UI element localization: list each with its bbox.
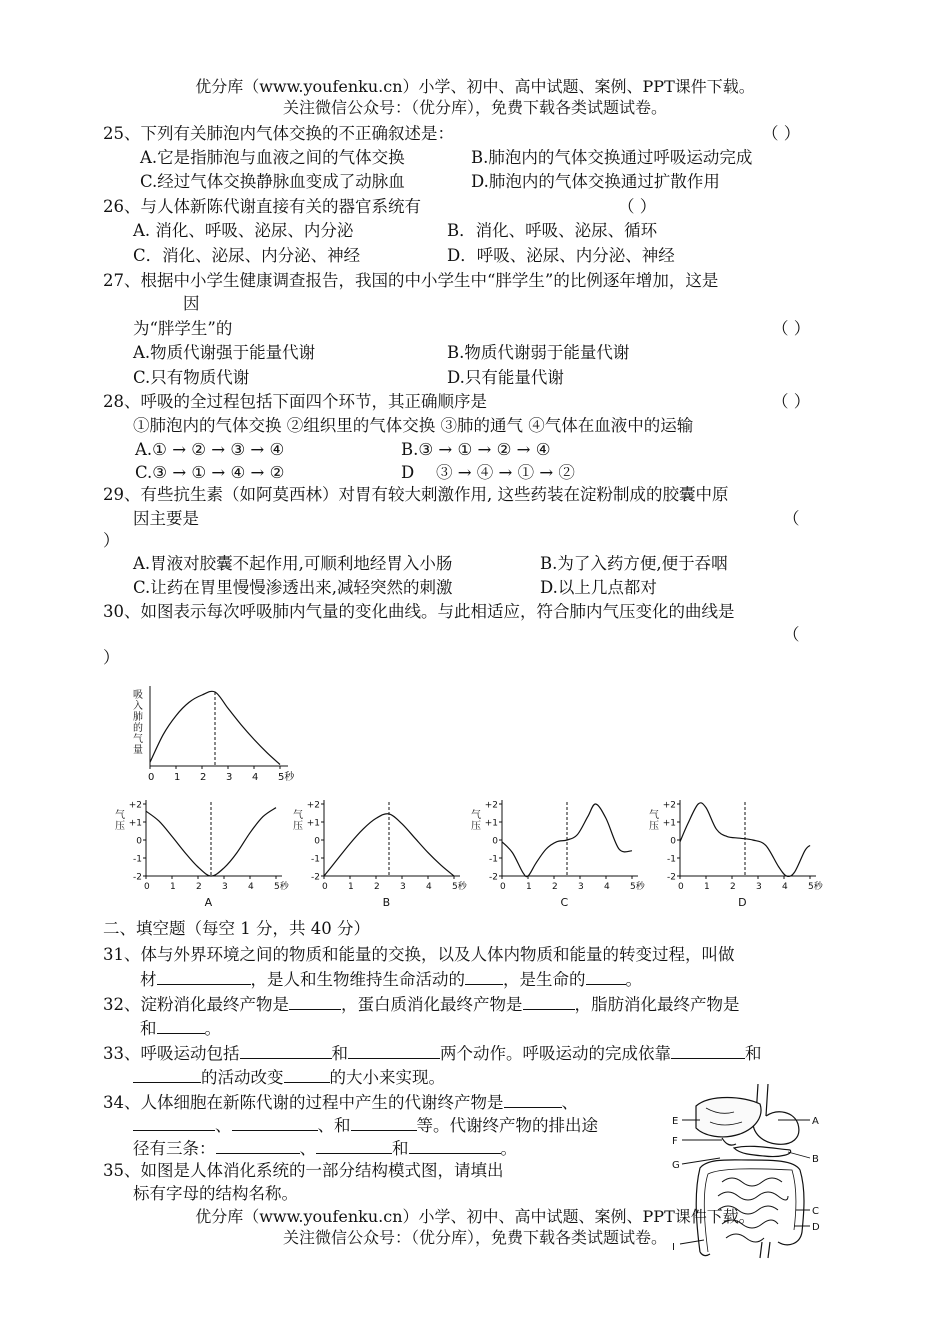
y-tick-label: +2 xyxy=(128,800,142,811)
q27-stem: 27、根据中小学生健康调查报告，我国的中小学生中“胖学生”的比例逐年增加，这是 xyxy=(103,271,719,290)
q29-option-d[interactable]: D.以上几点都对 xyxy=(540,578,657,597)
x-tick-label: 3 xyxy=(400,882,406,892)
q32-part-2: ，蛋白质消化最终产物是 xyxy=(341,995,523,1014)
q30-paren-open[interactable]: （ xyxy=(783,625,800,644)
liver-shape xyxy=(696,1098,761,1137)
q34-line-3 xyxy=(133,1137,517,1160)
chart-label-c: C xyxy=(560,896,569,909)
q32-part-3: ，脂肪消化最终产物是 xyxy=(574,995,740,1014)
y-tick-label: -2 xyxy=(667,872,676,883)
q34-part-6: 径有三条： xyxy=(133,1139,216,1158)
x-tick-label: 1 xyxy=(526,882,532,892)
y-tick-label: +1 xyxy=(306,818,320,829)
q33-line-1 xyxy=(103,1042,762,1065)
q28-option-d[interactable]: D ③ → ④ → ① → ② xyxy=(401,463,575,482)
x-tick-label: 2 xyxy=(730,882,736,892)
x-tick-label: 3 xyxy=(756,882,762,892)
q32-part-4: 和 xyxy=(140,1019,157,1038)
footer-line-1: 优分库（www.youfenku.cn）小学、初中、高中试题、案例、PPT课件下载。 xyxy=(195,1207,755,1226)
x-tick-label: 2 xyxy=(196,882,202,892)
q34-line-1 xyxy=(103,1091,578,1114)
q33-part-5: 的活动改变 xyxy=(201,1068,284,1087)
q29-option-a[interactable]: A.胃液对胶囊不起作用,可顺利地经胃入小肠 xyxy=(133,554,453,573)
x-tick-label: 3 xyxy=(226,772,233,783)
x-tick-label: 4 xyxy=(604,882,610,892)
header-line-2: 关注微信公众号：（优分库），免费下载各类试题试卷。 xyxy=(282,98,667,117)
q30-stem: 30、如图表示每次呼吸肺内气量的变化曲线。与此相适应，符合肺内气压变化的曲线是 xyxy=(103,602,735,621)
q28-option-a[interactable]: A.① → ② → ③ → ④ xyxy=(135,440,285,459)
q26-option-b[interactable]: B．消化、呼吸、泌尿、循环 xyxy=(447,221,658,240)
q31-line-2 xyxy=(140,968,642,991)
x-tick-label: 1 xyxy=(704,882,710,892)
y-axis-label: 气压 xyxy=(293,810,303,832)
q28-answer-paren[interactable]: （ ） xyxy=(772,392,811,411)
y-axis-label: 吸入肺的气量 xyxy=(133,690,143,756)
q29-stem-2: 因主要是 xyxy=(133,509,199,528)
q34-blank-5[interactable] xyxy=(216,1137,300,1154)
x-tick-label: 4 xyxy=(248,882,254,892)
q26-answer-paren[interactable]: （ ） xyxy=(618,197,657,216)
x-tick-label: 0 xyxy=(144,882,150,892)
q27-option-b[interactable]: B.物质代谢弱于能量代谢 xyxy=(447,343,630,362)
y-tick-label: -2 xyxy=(489,872,498,883)
x-tick-label: 2 xyxy=(374,882,380,892)
q34-blank-3[interactable] xyxy=(232,1114,318,1131)
q31-part-4: 。 xyxy=(625,970,642,989)
x-tick-label: 0 xyxy=(322,882,328,892)
q25-stem: 25、下列有关肺泡内气体交换的不正确叙述是： xyxy=(103,124,454,143)
x-tick-label: 3 xyxy=(222,882,228,892)
y-tick-label: +1 xyxy=(484,818,498,829)
q31-line-1: 31、体与外界环境之间的物质和能量的交换，以及人体内物质和能量的转变过程，叫做 xyxy=(103,945,735,964)
x-tick-label: 5秒 xyxy=(452,882,467,892)
y-tick-label: 0 xyxy=(670,836,676,847)
q33-part-6: 的大小来实现。 xyxy=(329,1068,445,1087)
q34-part-3: 、 xyxy=(215,1116,232,1135)
q33-blank-4[interactable] xyxy=(133,1066,201,1083)
x-tick-label: 1 xyxy=(348,882,354,892)
pressure-chart-d[interactable] xyxy=(644,796,829,908)
x-tick-label: 4 xyxy=(782,882,788,892)
x-tick-label: 0 xyxy=(148,772,155,783)
q33-blank-5[interactable] xyxy=(284,1066,330,1083)
q26-option-a[interactable]: A. 消化、呼吸、泌尿、内分泌 xyxy=(133,221,354,240)
q34-blank-4[interactable] xyxy=(351,1114,417,1131)
pancreas-shape xyxy=(734,1146,791,1156)
pressure-chart-b[interactable] xyxy=(288,796,468,908)
q34-part-9: 。 xyxy=(500,1139,517,1158)
q29-option-b[interactable]: B.为了入药方便,便于吞咽 xyxy=(540,554,728,573)
q32-blank-2[interactable] xyxy=(523,993,575,1010)
q29-paren-close: ） xyxy=(103,531,120,550)
q29-option-c[interactable]: C.让药在胃里慢慢渗透出来,减轻突然的刺激 xyxy=(133,578,453,597)
q31-part-2: ，是人和生物维持生命活动的 xyxy=(250,970,465,989)
q28-option-b[interactable]: B.③ → ① → ② → ④ xyxy=(401,440,551,459)
q33-part-1: 33、呼吸运动包括 xyxy=(103,1044,240,1063)
q31-blank-1[interactable] xyxy=(157,968,251,985)
y-tick-label: +1 xyxy=(662,818,676,829)
q34-part-5: 等。代谢终产物的排出途 xyxy=(416,1116,598,1135)
q32-line-1 xyxy=(103,993,740,1016)
q34-part-7: 、 xyxy=(299,1139,316,1158)
q33-blank-1[interactable] xyxy=(240,1042,332,1059)
q33-part-4: 和 xyxy=(745,1044,762,1063)
label-I: I xyxy=(672,1242,675,1253)
q32-part-1: 32、淀粉消化最终产物是 xyxy=(103,995,289,1014)
label-B: B xyxy=(812,1154,819,1165)
x-tick-label: 5秒 xyxy=(274,882,289,892)
label-D: D xyxy=(812,1222,820,1233)
q25-option-b[interactable]: B.肺泡内的气体交换通过呼吸运动完成 xyxy=(471,148,753,167)
q31-blank-2[interactable] xyxy=(465,968,503,985)
chart-label-d: D xyxy=(738,896,747,909)
x-tick-label: 1 xyxy=(170,882,176,892)
x-tick-label: 0 xyxy=(678,882,684,892)
label-C: C xyxy=(812,1206,819,1217)
q32-blank-1[interactable] xyxy=(289,993,341,1010)
q33-blank-3[interactable] xyxy=(671,1042,745,1059)
q33-line-2 xyxy=(133,1066,445,1089)
y-tick-label: -1 xyxy=(311,854,320,865)
q31-part-1: 材 xyxy=(140,970,157,989)
q26-option-c[interactable]: C．消化、泌尿、内分泌、神经 xyxy=(133,246,361,265)
y-tick-label: +1 xyxy=(128,818,142,829)
q31-blank-3[interactable] xyxy=(586,968,626,985)
q29-stem: 29、有些抗生素（如阿莫西林）对胃有较大刺激作用, 这些药装在淀粉制成的胶囊中原 xyxy=(103,485,729,504)
y-tick-label: 0 xyxy=(136,836,142,847)
q27-stem-wrap: 因 xyxy=(183,294,200,313)
x-tick-label: 3 xyxy=(578,882,584,892)
q33-part-2: 和 xyxy=(331,1044,348,1063)
y-axis-label: 气压 xyxy=(649,810,659,832)
q33-part-3: 两个动作。呼吸运动的完成依靠 xyxy=(440,1044,671,1063)
q28-steps: ①肺泡内的气体交换 ②组织里的气体交换 ③肺的通气 ④气体在血液中的运输 xyxy=(133,416,694,435)
q34-blank-6[interactable] xyxy=(316,1137,392,1154)
y-axis-label: 气压 xyxy=(115,810,125,832)
label-E: E xyxy=(672,1116,679,1127)
q32-part-5: 。 xyxy=(204,1019,221,1038)
q25-option-a[interactable]: A.它是指肺泡与血液之间的气体交换 xyxy=(140,148,405,167)
q27-option-a[interactable]: A.物质代谢强于能量代谢 xyxy=(133,343,316,362)
q27-option-c[interactable]: C.只有物质代谢 xyxy=(133,368,250,387)
q30-paren-close: ） xyxy=(103,648,120,667)
q34-blank-2[interactable] xyxy=(133,1114,215,1131)
q25-answer-paren[interactable]: （ ） xyxy=(762,124,801,143)
q35-line-1: 35、如图是人体消化系统的一部分结构模式图，请填出 xyxy=(103,1161,504,1180)
footer-line-2: 关注微信公众号：（优分库），免费下载各类试题试卷。 xyxy=(282,1228,667,1247)
x-tick-label: 4 xyxy=(252,772,259,783)
q25-option-c[interactable]: C.经过气体交换静脉血变成了动脉血 xyxy=(140,172,405,191)
q32-blank-3[interactable] xyxy=(157,1017,205,1034)
q34-part-8: 和 xyxy=(392,1139,409,1158)
q26-stem: 26、与人体新陈代谢直接有关的器官系统有 xyxy=(103,197,421,216)
q28-stem: 28、呼吸的全过程包括下面四个环节，其正确顺序是 xyxy=(103,392,487,411)
y-axis-label: 气压 xyxy=(471,810,481,832)
x-tick-label: 0 xyxy=(500,882,506,892)
x-tick-label: 2 xyxy=(200,772,207,783)
y-tick-label: 0 xyxy=(314,836,320,847)
q34-blank-1[interactable] xyxy=(504,1091,562,1108)
label-F: F xyxy=(672,1136,678,1147)
lung-volume-chart xyxy=(118,684,308,784)
label-A: A xyxy=(812,1116,819,1127)
y-tick-label: -1 xyxy=(667,854,676,865)
q34-part-4: 、和 xyxy=(317,1116,351,1135)
y-tick-label: -1 xyxy=(133,854,142,865)
chart-label-b: B xyxy=(382,896,391,909)
x-tick-label: 5秒 xyxy=(630,882,645,892)
x-tick-label: 1 xyxy=(174,772,181,783)
y-tick-label: +2 xyxy=(306,800,320,811)
q35-line-2: 标有字母的结构名称。 xyxy=(133,1184,298,1203)
q28-option-c[interactable]: C.③ → ① → ④ → ② xyxy=(135,463,285,482)
header-line-1: 优分库（www.youfenku.cn）小学、初中、高中试题、案例、PPT课件下载。 xyxy=(195,77,755,96)
q25-option-d[interactable]: D.肺泡内的气体交换通过扩散作用 xyxy=(471,172,720,191)
q29-paren-open[interactable]: （ xyxy=(783,509,800,528)
q33-blank-2[interactable] xyxy=(348,1042,440,1059)
y-tick-label: +2 xyxy=(662,800,676,811)
x-tick-label: 2 xyxy=(552,882,558,892)
pressure-chart-a[interactable] xyxy=(110,796,290,908)
q34-part-1: 34、人体细胞在新陈代谢的过程中产生的代谢终产物是 xyxy=(103,1093,504,1112)
pressure-chart-c[interactable] xyxy=(466,796,646,908)
y-tick-label: -1 xyxy=(489,854,498,865)
y-tick-label: -2 xyxy=(133,872,142,883)
q27-option-d[interactable]: D.只有能量代谢 xyxy=(447,368,564,387)
y-tick-label: -2 xyxy=(311,872,320,883)
q27-stem-2: 为“胖学生”的 xyxy=(133,319,233,338)
q34-line-2 xyxy=(133,1114,598,1137)
q34-part-2: 、 xyxy=(561,1093,578,1112)
section-2-title: 二、填空题（每空 1 分，共 40 分） xyxy=(103,919,370,938)
q31-part-3: ，是生命的 xyxy=(503,970,586,989)
x-tick-label: 4 xyxy=(426,882,432,892)
q32-line-2 xyxy=(140,1017,221,1040)
x-tick-label: 5秒 xyxy=(278,772,295,783)
chart-label-a: A xyxy=(204,896,213,909)
x-tick-label: 5秒 xyxy=(808,882,823,892)
y-tick-label: 0 xyxy=(492,836,498,847)
q27-answer-paren[interactable]: （ ） xyxy=(772,319,811,338)
y-tick-label: +2 xyxy=(484,800,498,811)
q26-option-d[interactable]: D．呼吸、泌尿、内分泌、神经 xyxy=(447,246,675,265)
label-G: G xyxy=(672,1160,680,1171)
q34-blank-7[interactable] xyxy=(409,1137,501,1154)
